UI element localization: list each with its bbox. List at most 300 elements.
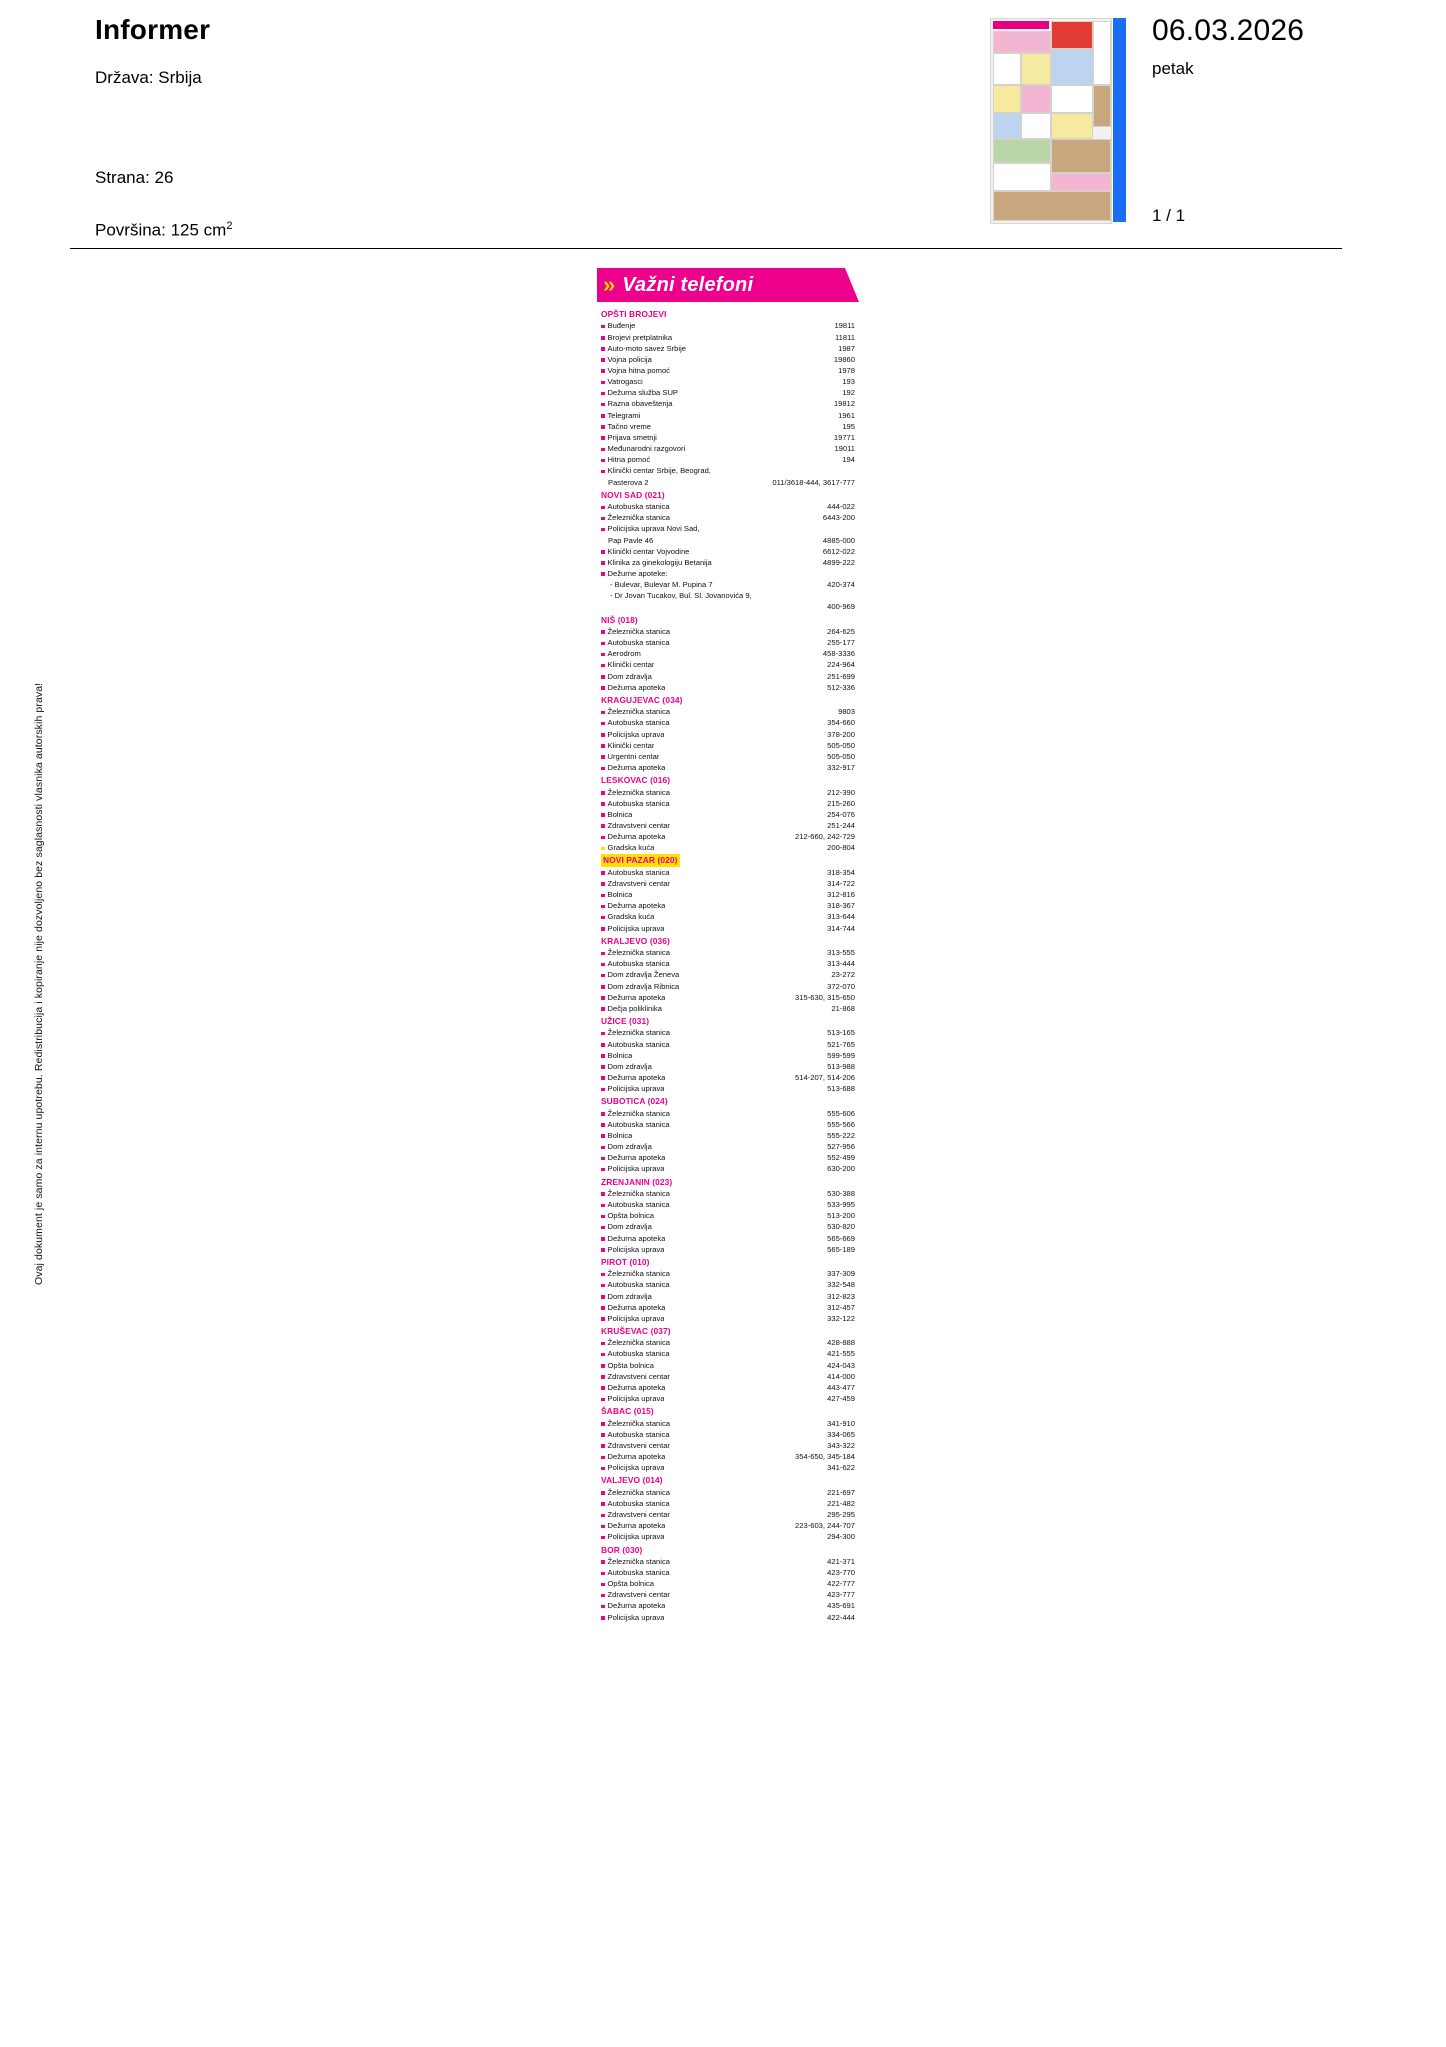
entry-number: 530-388 [827,1188,855,1198]
entry-label-wrap [601,1199,670,1210]
entry-label-wrap [601,889,632,900]
entry-label-wrap [601,1072,665,1083]
section-heading: ŠABAC (015) [601,1406,654,1417]
directory-row [601,1244,855,1255]
entry-label-wrap [601,740,654,751]
entry-number: 1987 [838,343,855,353]
directory-row [601,751,855,762]
directory-row [601,421,855,432]
bullet-icon [601,572,605,576]
bullet-icon [601,336,605,340]
entry-number: 513-688 [827,1084,855,1094]
entry-label-wrap [601,1291,652,1302]
bullet-icon [601,1284,605,1288]
bullet-icon [601,561,605,565]
entry-label-wrap [601,671,652,682]
entry-number: 1978 [838,365,855,375]
entry-label: Dežurna apoteka [607,682,666,692]
section-heading: KRUŠEVAC (037) [601,1325,671,1336]
directory-row [601,1233,855,1244]
directory-row [601,911,855,922]
bullet-icon [601,1295,605,1299]
entry-number: 372-070 [827,981,855,991]
entry-label: Zdravstveni centar [607,878,670,888]
entry-label-wrap [601,579,713,590]
entry-number: 221-697 [827,1487,855,1497]
entry-label: Železnička stanica [607,1556,670,1566]
entry-label-wrap [601,410,640,421]
bullet-icon [601,369,605,373]
entry-label: Bolnica [607,890,633,900]
bullet-icon [601,403,605,407]
directory-row [601,798,855,809]
bullet-icon [601,1560,605,1564]
entry-number: 378-200 [827,729,855,739]
entry-number: 505-050 [827,740,855,750]
entry-number: 19860 [833,354,855,364]
directory-row [601,1050,855,1061]
directory-row [601,958,855,969]
entry-number: 19812 [833,399,855,409]
directory-row [601,992,855,1003]
bullet-icon [601,791,605,795]
entry-label-wrap [601,842,654,853]
bullet-icon [601,722,605,726]
directory-row [601,1210,855,1221]
directory-row [601,1130,855,1141]
directory-row [601,1348,855,1359]
directory-row [601,1382,855,1393]
thumbnail-block [1051,85,1093,113]
directory-row [601,1188,855,1199]
section-heading: BOR (030) [601,1544,643,1555]
bullet-icon [601,1076,605,1080]
entry-number: 215-260 [827,798,855,808]
directory-row [601,1337,855,1348]
directory-row [601,1039,855,1050]
entry-label: Policijska uprava [607,1164,665,1174]
section-heading: ZRENJANIN (023) [601,1176,673,1187]
thumbnail-block [1021,53,1051,85]
entry-number: 200-804 [827,843,855,853]
entry-number: 444-022 [827,502,855,512]
directory-row [601,1083,855,1094]
entry-label-wrap [601,432,657,443]
directory-row [601,762,855,773]
thumbnail-photo [993,191,1111,221]
bullet-icon [601,1123,605,1127]
bullet-icon [601,916,605,920]
entry-label: Autobuska stanica [607,502,670,512]
entry-label: Autobuska stanica [607,867,670,877]
entry-label-wrap [601,1451,665,1462]
directory-row [601,1556,855,1567]
directory-row [601,1302,855,1313]
entry-label-wrap [601,1498,670,1509]
section-heading: LESKOVAC (016) [601,775,671,786]
entry-number: 630-200 [827,1164,855,1174]
entry-label-wrap [601,1418,670,1429]
entry-label: Bolnica [607,1050,633,1060]
directory-row [601,947,855,958]
directory-row [601,557,855,568]
area-text: Površina: 125 cm [95,220,227,240]
bullet-icon [601,1491,605,1495]
entry-number: 192 [842,388,855,398]
bullet-icon [601,1422,605,1426]
directory-row [601,1451,855,1462]
entry-label: Dom zdravlja Ribnica [607,981,680,991]
entry-label-wrap [601,535,653,546]
entry-label: Autobuska stanica [607,1119,670,1129]
entry-label-wrap [601,546,689,557]
corner-notch [845,268,859,302]
entry-label: Policijska uprava [607,1612,665,1622]
entry-label: Železnička stanica [607,1028,670,1038]
directory-row [601,740,855,751]
bullet-icon [601,744,605,748]
entry-label: Dom zdravlja Ženeva [607,970,680,980]
entry-label: Hitna pomoć [607,455,651,465]
entry-label: Autobuska stanica [607,638,670,648]
entry-number: 4899-222 [822,557,855,567]
entry-label-wrap [601,1556,670,1567]
entry-number: 313-555 [827,948,855,958]
entry-label: Opšta bolnica [607,1211,654,1221]
bullet-icon [601,1204,605,1208]
bullet-icon [601,836,605,840]
entry-label: Policijska uprava [607,1084,665,1094]
directory-row [601,1163,855,1174]
entry-label: Autobuska stanica [607,1349,670,1359]
bullet-icon [601,1054,605,1058]
entry-label-wrap [601,626,670,637]
thumbnail-block [993,31,1051,53]
directory-row [601,376,855,387]
entry-label: Zdravstveni centar [607,1510,670,1520]
entry-number: 4885-000 [822,535,855,545]
directory-row [601,343,855,354]
directory-row [601,706,855,717]
directory-row [601,1567,855,1578]
bullet-icon [601,985,605,989]
entry-label: Železnička stanica [607,626,670,636]
bullet-icon [601,1032,605,1036]
bullet-icon [601,802,605,806]
entry-label: Policijska uprava [607,923,665,933]
bullet-icon [601,996,605,1000]
entry-number: 420-374 [827,580,855,590]
entry-label-wrap [601,969,679,980]
entry-label-wrap [601,1567,670,1578]
entry-label-wrap [601,1152,665,1163]
bullet-icon [601,630,605,634]
bullet-icon [601,1502,605,1506]
directory-row [601,1612,855,1623]
directory-row [601,1509,855,1520]
directory-row [601,443,855,454]
bullet-icon [601,711,605,715]
entry-number: 424-043 [827,1360,855,1370]
directory-row [601,1531,855,1542]
bullet-icon [601,733,605,737]
bullet-icon [601,1433,605,1437]
bullet-icon [601,1444,605,1448]
directory-row [601,1589,855,1600]
entry-label-wrap [601,354,652,365]
entry-number: 011/3618-444, 3617-777 [772,477,855,487]
entry-label: Policijska uprava [607,729,665,739]
directory-row [601,969,855,980]
entry-number: 318-354 [827,867,855,877]
entry-label: Zdravstveni centar [607,820,670,830]
entry-label-wrap [601,717,670,728]
entry-label: Auto-moto savez Srbije [607,343,687,353]
directory-row [601,637,855,648]
entry-number: 513-200 [827,1211,855,1221]
directory-row [601,1360,855,1371]
section-heading: OPŠTI BROJEVI [601,309,667,319]
entry-label: Vojna policija [607,354,652,364]
entry-label: Policijska uprava Novi Sad, [607,524,700,534]
entry-label-wrap [601,1313,664,1324]
entry-label: Železnička stanica [607,1188,670,1198]
bullet-icon [601,767,605,771]
directory-row [601,1141,855,1152]
directory-row [601,465,855,476]
entry-label-wrap [601,443,685,454]
entry-label: Telegrami [607,410,641,420]
entry-number: 254-076 [827,809,855,819]
entry-label: Dežurne apoteke: [607,568,668,578]
entry-label-wrap [601,1268,670,1279]
entry-number: 422-444 [827,1612,855,1622]
directory-row [601,590,855,601]
entry-label: Klinički centar Srbije, Beograd, [607,466,711,476]
entry-number: 19011 [834,444,855,454]
entry-number: 332-122 [827,1313,855,1323]
entry-label-wrap [601,706,670,717]
bullet-icon [601,1583,605,1587]
bullet-icon [601,358,605,362]
entry-label: Klinika za ginekologiju Betanija [607,557,712,567]
directory-row [601,787,855,798]
directory-row [601,1578,855,1589]
entry-number: 313-644 [827,912,855,922]
entry-label-wrap [601,590,752,601]
entry-label-wrap [601,477,649,488]
entry-label-wrap [601,1382,665,1393]
entry-label-wrap [601,1337,670,1348]
directory-row [601,1003,855,1014]
entry-number: 565-669 [827,1233,855,1243]
entry-number: 314-744 [827,923,855,933]
directory-row [601,546,855,557]
directory-row [601,432,855,443]
directory-row [601,1313,855,1324]
directory-row [601,1393,855,1404]
entry-number: 565-189 [827,1244,855,1254]
bullet-icon [601,1605,605,1609]
entry-number: 264-625 [827,626,855,636]
clipping-title: Važni telefoni [622,273,754,296]
entry-number: 341-910 [827,1418,855,1428]
bullet-icon [601,1007,605,1011]
entry-label-wrap [601,751,659,762]
entry-number: 332-548 [827,1280,855,1290]
entry-label: Autobuska stanica [607,1429,670,1439]
section-heading: KRAGUJEVAC (034) [601,694,683,705]
entry-label: Dom zdravlja [607,671,652,681]
entry-number: 255-177 [827,638,855,648]
area-label [95,220,232,241]
entry-number: 555-222 [827,1130,855,1140]
bullet-icon [601,1467,605,1471]
entry-label: Klinički centar [607,740,655,750]
entry-number: 295-295 [827,1510,855,1520]
entry-label-wrap [601,376,643,387]
page-label: Strana: 26 [95,168,174,187]
entry-label-wrap [601,762,665,773]
entry-number: 458-3336 [822,649,855,659]
bullet-icon [601,1514,605,1518]
bullet-icon [601,686,605,690]
bullet-icon [601,1572,605,1576]
entry-number: 1961 [838,410,855,420]
entry-number: 414-000 [827,1371,855,1381]
entry-label-wrap [601,398,673,409]
entry-label: Prijava smetnji [607,432,657,442]
directory-row [601,1291,855,1302]
bullet-icon [601,1043,605,1047]
bullet-icon [601,436,605,440]
bullet-icon [601,528,605,532]
entry-number: 530-820 [827,1222,855,1232]
bullet-icon [601,381,605,385]
entry-number: 421-555 [827,1349,855,1359]
directory-row [601,1152,855,1163]
directory-row [601,867,855,878]
entry-label: Dežurna apoteka [607,1382,666,1392]
entry-label: Autobuska stanica [607,1200,670,1210]
directory-row [601,1268,855,1279]
entry-label: Buđenje [607,321,636,331]
entry-number: 552-499 [827,1153,855,1163]
entry-label-wrap [601,878,670,889]
directory-row [601,831,855,842]
page-thumbnail[interactable] [990,18,1112,224]
entry-label: Dežurna apoteka [607,1521,666,1531]
directory-row [601,682,855,693]
entry-label-wrap [601,1429,670,1440]
entry-label: Železnička stanica [607,1269,670,1279]
entry-label-wrap [601,820,670,831]
entry-label: Železnička stanica [607,1108,670,1118]
directory-row [601,1371,855,1382]
entry-number: 443-477 [827,1382,855,1392]
thumbnail-block [993,163,1051,191]
entry-label-wrap [601,992,665,1003]
entry-number: 193 [842,377,855,387]
entry-label: Železnička stanica [607,1338,670,1348]
directory-row [601,1600,855,1611]
entry-label: Policijska uprava [607,1313,665,1323]
directory-row [601,809,855,820]
entry-number: 212-390 [827,787,855,797]
entry-label-wrap [601,1589,670,1600]
entry-label: Dom zdravlja [607,1291,652,1301]
entry-label: Dežurna apoteka [607,1302,666,1312]
directory-row [601,717,855,728]
entry-label-wrap [601,809,632,820]
directory-row [601,1429,855,1440]
entry-label: Dežurna apoteka [607,901,666,911]
entry-number: 354-650, 345-184 [795,1452,855,1462]
bullet-icon [601,448,605,452]
entry-label: Dežurna apoteka [607,832,666,842]
phone-directory [597,302,859,1629]
entry-label-wrap [601,1130,632,1141]
bullet-icon [601,1525,605,1529]
bullet-icon [601,882,605,886]
section-heading: NIŠ (018) [601,614,638,625]
entry-label: Autobuska stanica [607,1039,670,1049]
directory-row [601,568,855,579]
bullet-icon [601,392,605,396]
entry-label-wrap [601,1061,652,1072]
entry-label-wrap [601,465,711,476]
entry-number: 6443-200 [822,513,855,523]
section-heading: VALJEVO (014) [601,1475,663,1486]
bullet-icon [601,1112,605,1116]
entry-label: Policijska uprava [607,1394,665,1404]
bullet-icon [601,905,605,909]
bullet-icon [601,664,605,668]
entry-label: Brojevi pretplatnika [607,332,673,342]
entry-number: 423-770 [827,1568,855,1577]
bullet-icon [601,813,605,817]
bullet-icon [601,1134,605,1138]
thumbnail-block [1093,21,1111,85]
directory-row [601,1061,855,1072]
directory-row [601,671,855,682]
entry-number: 337-309 [827,1269,855,1279]
entry-label-wrap [601,568,667,579]
directory-row [601,1072,855,1083]
directory-row [601,659,855,670]
page-counter: 1 / 1 [1152,206,1186,225]
entry-label-wrap [601,557,712,568]
entry-label-wrap [601,1039,670,1050]
entry-label-wrap [601,981,679,992]
entry-number: 294-300 [827,1532,855,1542]
entry-label: Dečja poliklinika [607,1003,662,1013]
bullet-icon [601,470,605,474]
directory-row [601,501,855,512]
bullet-icon [601,974,605,978]
directory-row [601,626,855,637]
entry-number: 505-050 [827,751,855,761]
bullet-icon [601,1168,605,1172]
entry-label-wrap [601,523,700,534]
directory-row [601,320,855,331]
thumbnail-block [993,113,1021,139]
entry-number: 251-244 [827,820,855,830]
bullet-icon [601,1088,605,1092]
bullet-icon [601,1226,605,1230]
entry-label-wrap [601,648,641,659]
bullet-icon [601,1456,605,1460]
